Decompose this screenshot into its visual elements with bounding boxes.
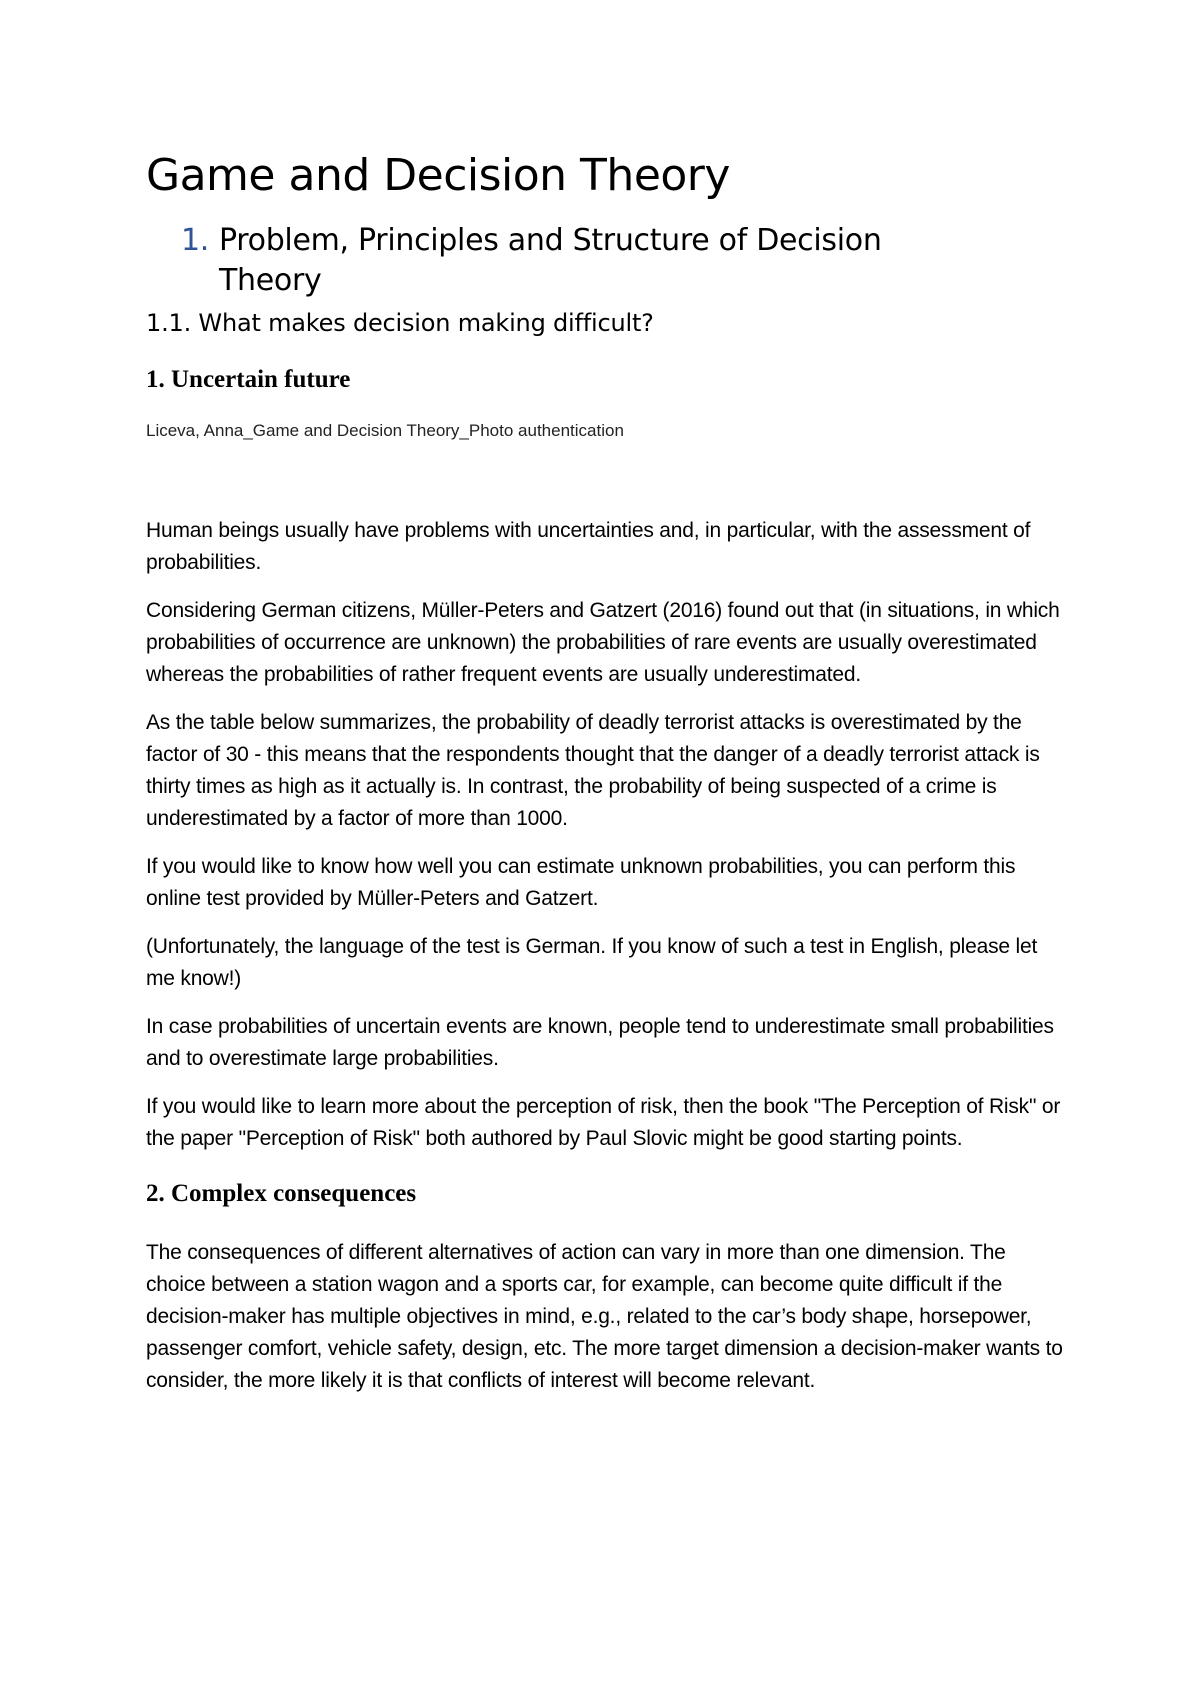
document-title: Game and Decision Theory [146,150,730,201]
chapter-title: Problem, Principles and Structure of Decision Theory [219,222,882,298]
chapter-heading [181,221,1066,301]
photo-caption: Liceva, Anna_Game and Decision Theory_Photo authentication [146,420,624,440]
paragraph: If you would like to learn more about the perception of risk, then the book "The Perception of Risk" or the paper "Perception of Risk" both authored by Paul Slovic might be good starting points. [146,1094,1061,1150]
paragraph: Considering German citizens, Müller-Peters and Gatzert (2016) found out that (in situations, in which probabilities of occurrence are unknown) the probabilities of rare events are usually overestimated whereas the probabilities of rather frequent events are usually underestimated. [146,598,1060,686]
subsection-heading-uncertain-future: 1. Uncertain future [146,365,351,393]
paragraph: (Unfortunately, the language of the test is German. If you know of such a test in English, please let me know!) [146,934,1038,990]
paragraph: In case probabilities of uncertain events are known, people tend to underestimate small probabilities and to overestimate large probabilities. [146,1014,1054,1070]
subsection-heading-complex-consequences: 2. Complex consequences [146,1179,417,1207]
document-content [146,150,1066,1413]
paragraph: If you would like to know how well you can estimate unknown probabilities, you can perform this online test provided by Müller-Peters and Gatzert. [146,854,1016,910]
paragraph: Human beings usually have problems with uncertainties and, in particular, with the assessment of probabilities. [146,518,1031,574]
chapter-number: 1. [181,222,210,258]
section-heading: 1.1. What makes decision making difficult? [146,308,654,337]
paragraph: As the table below summarizes, the probability of deadly terrorist attacks is overestimated by the factor of 30 - this means that the respondents thought that the danger of a deadly terrorist attack is thirty times as high as it actually is. In contrast, the probability of being suspected of a crime is underestimated by a factor of more than 1000. [146,710,1040,830]
paragraph: The consequences of different alternatives of action can vary in more than one dimension. The choice between a station wagon and a sports car, for example, can become quite difficult if the decision-maker has multiple objectives in mind, e.g., related to the car’s body shape, horsepower, passenger comfort, vehicle safety, design, etc. The more target dimension a decision-maker wants to consider, the more likely it is that conflicts of interest will become relevant. [146,1240,1063,1392]
